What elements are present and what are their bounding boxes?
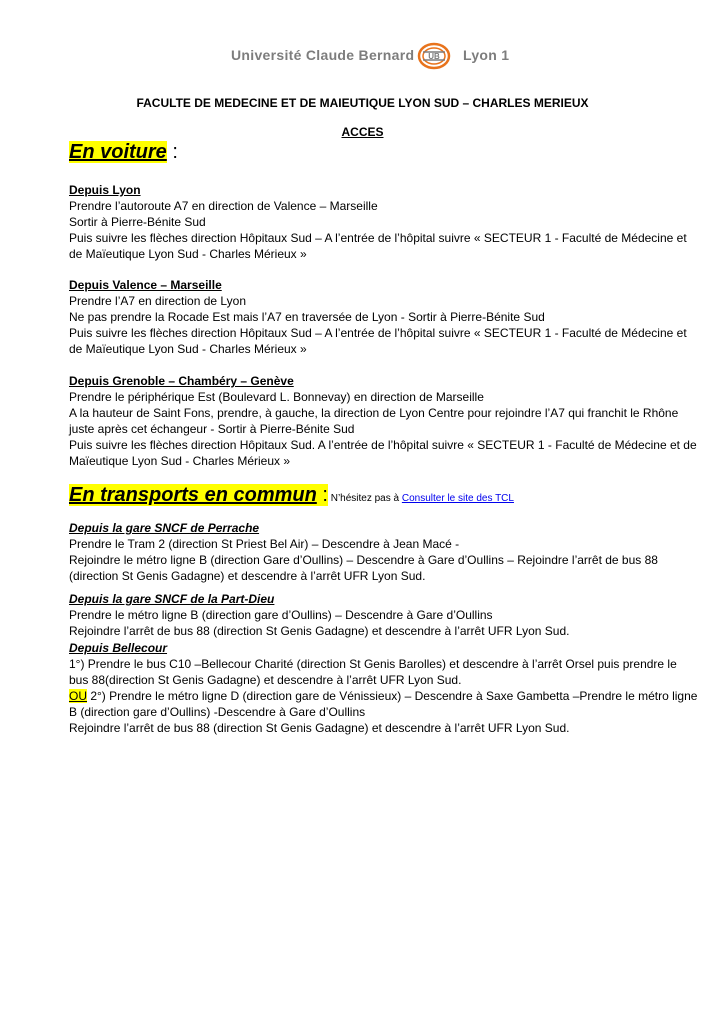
text-line: A la hauteur de Saint Fons, prendre, à gauche, la direction de Lyon Centre pour rejoindre l’A7 qui franchit le Rhône juste après cet échangeur - Sortir à Pierre-Bénite Sud — [69, 406, 679, 436]
text-line: Rejoindre l’arrêt de bus 88 (direction St Genis Gadagne) et descendre à l’arrêt UFR Lyon Sud. — [69, 624, 570, 638]
text-line: Prendre le périphérique Est (Boulevard L. Bonnevay) en direction de Marseille — [69, 390, 484, 404]
text-line: Prendre le métro ligne B (direction gare d’Oullins) – Descendre à Gare d’Oullins — [69, 608, 493, 622]
section-bellecour — [69, 640, 699, 736]
section-title: Depuis la gare SNCF de Perrache — [69, 521, 260, 535]
section-title: Depuis Bellecour — [69, 641, 168, 655]
text-fragment: 2°) Prendre le métro ligne D (direction gare de Vénissieux) – Descendre à Saxe Gambetta –Prendre le métro ligne B (direction gare d’Oullins) -Descendre à Gare d’Oullins — [69, 689, 698, 719]
text-line: Puis suivre les flèches direction Hôpitaux Sud – A l’entrée de l’hôpital suivre « SECTEUR 1 - Faculté de Médecine et de Maïeutique Lyon Sud - Charles Mérieux » — [69, 326, 687, 356]
ucbl-emblem-icon — [414, 42, 454, 70]
text-line: Prendre le Tram 2 (direction St Priest Bel Air) – Descendre à Jean Macé - — [69, 537, 460, 551]
section-title: Depuis la gare SNCF de la Part-Dieu — [69, 592, 275, 606]
transport-heading-colon: : — [316, 484, 328, 506]
transport-heading-text: En transports en commun — [69, 484, 317, 506]
text-line: Puis suivre les flèches direction Hôpitaux Sud. A l’entrée de l’hôpital suivre « SECTEUR 1 - Faculté de Médecine et de Maïeutique Lyon Sud - Charles Mérieux » — [69, 438, 697, 468]
section-title: Depuis Lyon — [69, 183, 141, 197]
text-line-ou — [69, 688, 699, 720]
logo-letters: UB — [428, 52, 440, 61]
section-perrache — [69, 520, 699, 584]
text-line: Prendre l’A7 en direction de Lyon — [69, 294, 246, 308]
transport-note: N’hésitez pas à — [327, 493, 402, 504]
section-depuis-grenoble — [69, 373, 699, 469]
text-line: Rejoindre le métro ligne B (direction Gare d’Oullins) – Descendre à Gare d’Oullins – Rejoindre l’arrêt de bus 88 (direction St Genis Gadagne) et descendre à l’arrêt UFR Lyon Sud. — [69, 553, 658, 583]
faculty-title: FACULTE DE MEDECINE ET DE MAIEUTIQUE LYON SUD – CHARLES MERIEUX — [136, 96, 589, 110]
car-heading-text: En voiture — [69, 141, 167, 163]
section-title: Depuis Grenoble – Chambéry – Genève — [69, 374, 294, 388]
section-depuis-valence — [69, 277, 699, 357]
section-title: Depuis Valence – Marseille — [69, 278, 222, 292]
tcl-site-link[interactable]: Consulter le site des TCL — [401, 493, 514, 504]
university-name-right: Lyon 1 — [463, 47, 510, 63]
university-logo — [0, 42, 725, 72]
university-name-left: Université Claude Bernard — [231, 47, 415, 63]
section-depuis-lyon — [69, 182, 699, 262]
car-heading — [69, 141, 178, 164]
text-line: Ne pas prendre la Rocade Est mais l’A7 en traversée de Lyon - Sortir à Pierre-Bénite Sud — [69, 310, 545, 324]
text-line: Puis suivre les flèches direction Hôpitaux Sud – A l’entrée de l’hôpital suivre « SECTEUR 1 - Faculté de Médecine et de Maïeutique Lyon Sud - Charles Mérieux » — [69, 231, 687, 261]
ou-highlight: OU — [69, 689, 87, 703]
car-heading-colon: : — [166, 141, 178, 163]
text-line: 1°) Prendre le bus C10 –Bellecour Charité (direction St Genis Barolles) et descendre à l’arrêt Orsel puis prendre le bus 88(direction St Genis Gadagne) et descendre à l’arrêt UFR Lyon Sud. — [69, 657, 677, 687]
text-line: Rejoindre l’arrêt de bus 88 (direction St Genis Gadagne) et descendre à l’arrêt UFR Lyon Sud. — [69, 721, 570, 735]
section-part-dieu — [69, 591, 699, 639]
text-line: Sortir à Pierre-Bénite Sud — [69, 215, 206, 229]
access-title: ACCES — [341, 125, 384, 139]
text-line: Prendre l’autoroute A7 en direction de Valence – Marseille — [69, 199, 378, 213]
transport-heading — [69, 484, 514, 507]
